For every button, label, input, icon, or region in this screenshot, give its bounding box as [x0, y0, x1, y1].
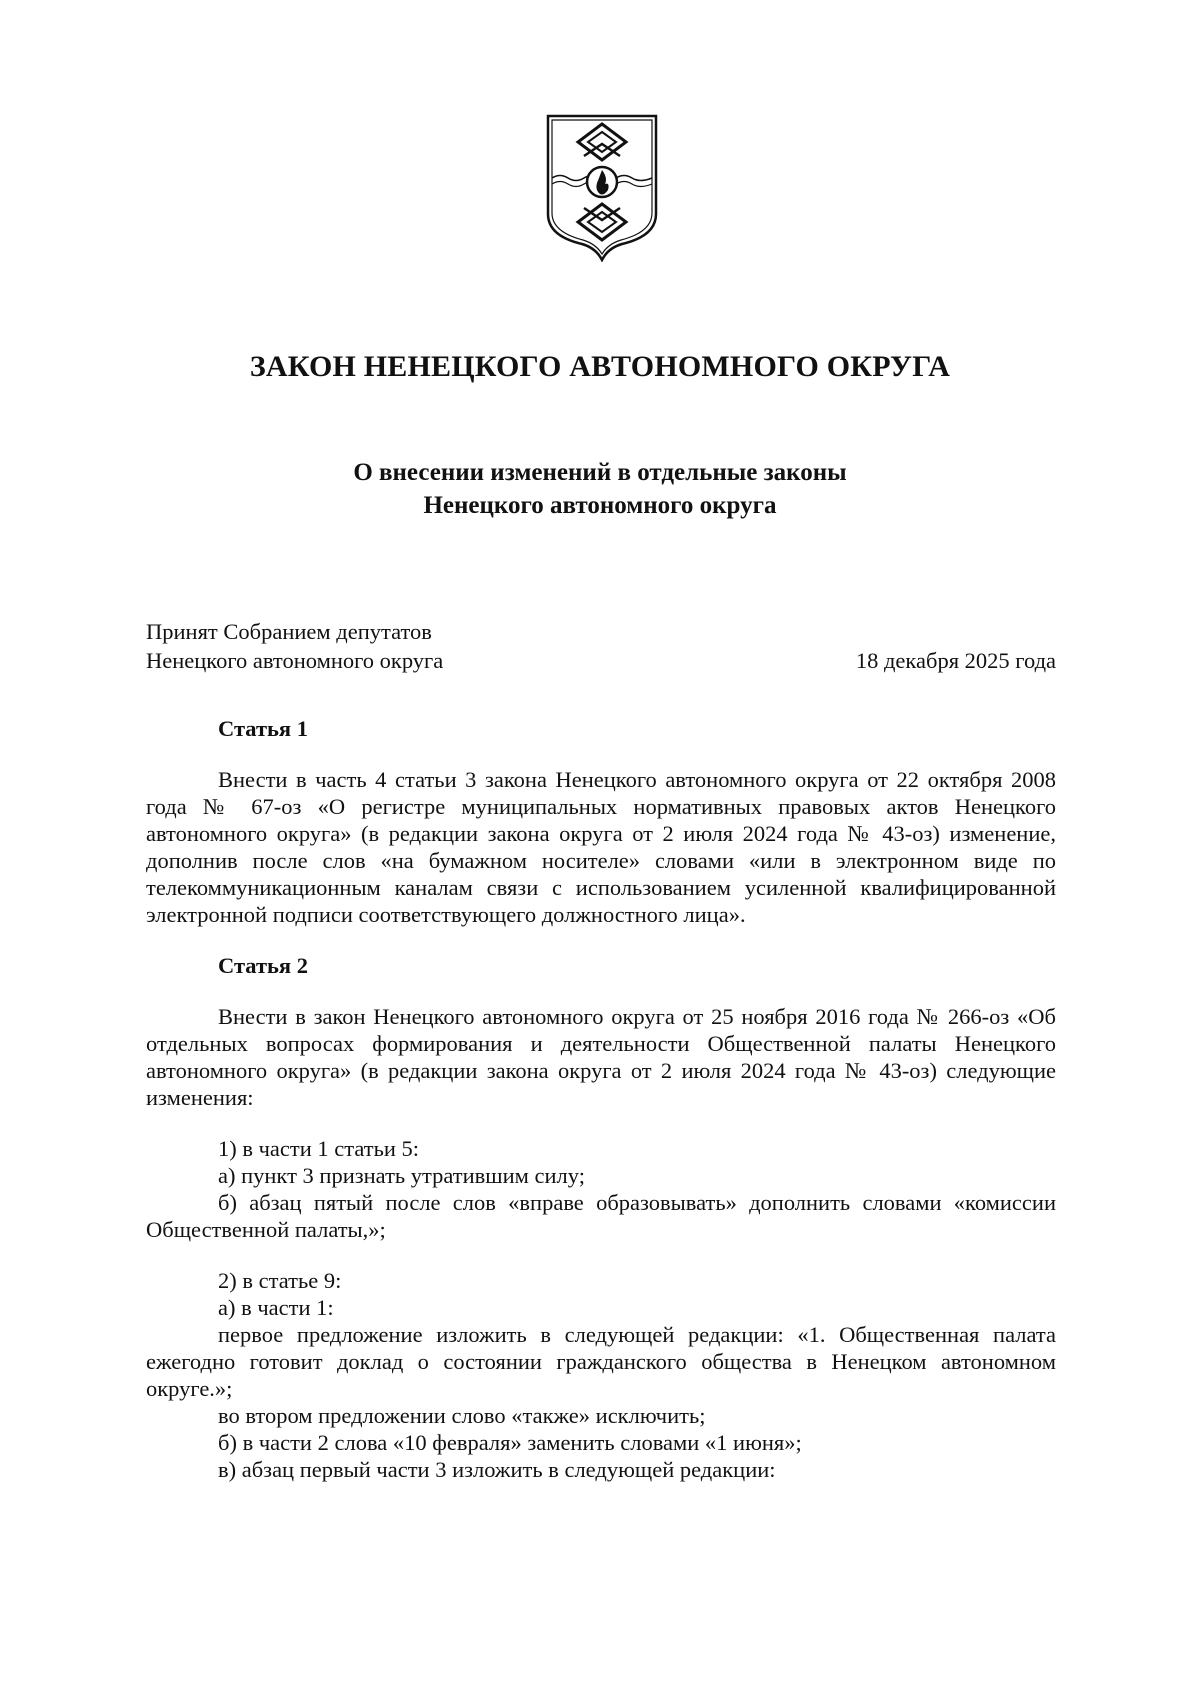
adoption-date: 18 декабря 2025 года [855, 648, 1056, 673]
article-2-item-2a-sentence-1: первое предложение изложить в следующей редакции: «1. Общественная палата ежегодно готовит доклад о состоянии гражданского общества в Ненецком автономном округе.»; [146, 1322, 1056, 1401]
law-body [146, 715, 1056, 1483]
law-title: ЗАКОН НЕНЕЦКОГО АВТОНОМНОГО ОКРУГА [249, 350, 951, 383]
adopted-by-line-2: Ненецкого автономного округа [146, 648, 444, 673]
article-1-text: Внести в часть 4 статьи 3 закона Ненецкого автономного округа от 22 октября 2008 года № 67-оз «О регистре муниципальных нормативных правовых актов Ненецкого автономного округа» (в редакции закона округа от 2 июля 2024 года № 43-оз) изменение, дополнив после слов «на бумажном носителе» словами «или в электронном виде по телекоммуникационным каналам связи с использованием усиленной квалифицированной электронной подписи соответствующего должностного лица». [146, 767, 1056, 927]
article-2-item-2c: в) абзац первый части 3 изложить в следующей редакции: [218, 1457, 776, 1482]
article-2-item-2a: а) в части 1: [218, 1295, 334, 1320]
article-2-heading: Статья 2 [218, 953, 308, 978]
article-2-item-1a: а) пункт 3 признать утратившим силу; [218, 1163, 585, 1188]
subtitle-line-1: О внесении изменений в отдельные законы [353, 459, 847, 486]
adopted-by-line-1: Принят Собранием депутатов [146, 619, 432, 644]
article-2-item-2: 2) в статье 9: [218, 1268, 342, 1293]
law-subtitle [0, 456, 1200, 522]
article-2-intro: Внести в закон Ненецкого автономного округа от 25 ноября 2016 года № 266-оз «Об отдельных вопросах формирования и деятельности Общественной палаты Ненецкого автономного округа» (в редакции закона округа от 2 июля 2024 года № 43-оз) следующие изменения: [146, 1004, 1056, 1110]
subtitle-line-2: Ненецкого автономного округа [423, 492, 777, 519]
article-2-item-2a-sentence-2: во втором предложении слово «также» исключить; [218, 1403, 706, 1428]
adoption-block [146, 617, 1056, 675]
coat-of-arms-icon [544, 112, 660, 262]
article-2-item-1b: б) абзац пятый после слов «вправе образовывать» дополнить словами «комиссии Общественной палаты,»; [146, 1190, 1056, 1242]
article-2-item-1: 1) в части 1 статьи 5: [218, 1136, 420, 1161]
article-1-heading: Статья 1 [218, 716, 308, 741]
article-2-item-2b: б) в части 2 слова «10 февраля» заменить словами «1 июня»; [218, 1430, 802, 1455]
